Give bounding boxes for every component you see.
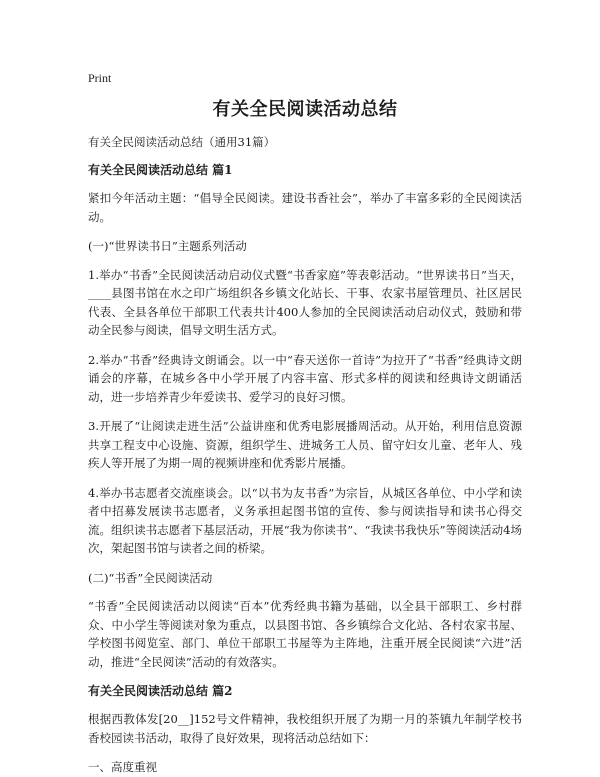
paragraph: “书香”全民阅读活动以阅读“百本”优秀经典书籍为基础，以全县干部职工、乡村群众、中小学生等阅读对象为重点，以县图书馆、各乡镇综合文化站、各村农家书屋、学校图书阅览室、部门、单位干部职工书屋等为主阵地，注重开展全民阅读“六进”活动，推进“全民阅读”活动的有效落实。 (88, 599, 522, 669)
paragraph: 根据西教体发[20__]152号文件精神，我校组织开展了为期一月的茶镇九年制学校书香校园读书活动，取得了良好效果，现将活动总结如下： (88, 712, 522, 745)
paragraph: 紧扣今年活动主题：“倡导全民阅读。建设书香社会”，举办了丰富多彩的全民阅读活动。 (88, 191, 522, 224)
paragraph: (二)“书香”全民阅读活动 (88, 570, 213, 585)
document-subtitle: 有关全民阅读活动总结（通用31篇） (88, 135, 276, 149)
section-heading-2: 有关全民阅读活动总结 篇2 (88, 684, 233, 698)
page-title: 有关全民阅读活动总结 (212, 99, 398, 120)
paragraph: 3.开展了“让阅读走进生活”公益讲座和优秀电影展播周活动。从开始，利用信息资源共享工程支中心设施、资源，组织学生、进城务工人员、留守妇女儿童、老年人、残疾人等开展了为期一周的视频讲座和优秀影片展播。 (88, 419, 522, 470)
paragraph: 2.举办“书香”经典诗文朗诵会。以一中“春天送你一首诗”为拉开了“书香”经典诗文朗诵会的序幕，在城乡各中小学开展了内容丰富、形式多样的阅读和经典诗文朗诵活动，进一步培养青少年爱读书、爱学习的良好习惯。 (88, 352, 522, 404)
section-heading-1: 有关全民阅读活动总结 篇1 (88, 163, 233, 177)
paragraph: 1.举办“书香”全民阅读活动启动仪式暨“书香家庭”等表彰活动。“世界读书日”当天，____县图书馆在水之印广场组织各乡镇文化站长、干事、农家书屋管理员、社区居民代表、全县各单位干部职工代表共计400人参加的全民阅读活动启动仪式，鼓励和带动全民参与阅读，倡导文明生活方式。 (88, 267, 522, 337)
paragraph: 4.举办书志愿者交流座谈会。以“以书为友书香”为宗旨，从城区各单位、中小学和读者中招募发展读书志愿者，义务承担起图书馆的宣传、参与阅读指导和读书心得交流。组织读书志愿者下基层活动，开展“我为你读书”、“我读书我快乐”等阅读活动4场次，架起图书馆与读者之间的桥梁。 (88, 485, 522, 555)
paragraph: 一、高度重视 (88, 760, 157, 774)
print-link[interactable]: Print (88, 71, 112, 85)
paragraph: (一)“世界读书日”主题系列活动 (88, 239, 247, 253)
